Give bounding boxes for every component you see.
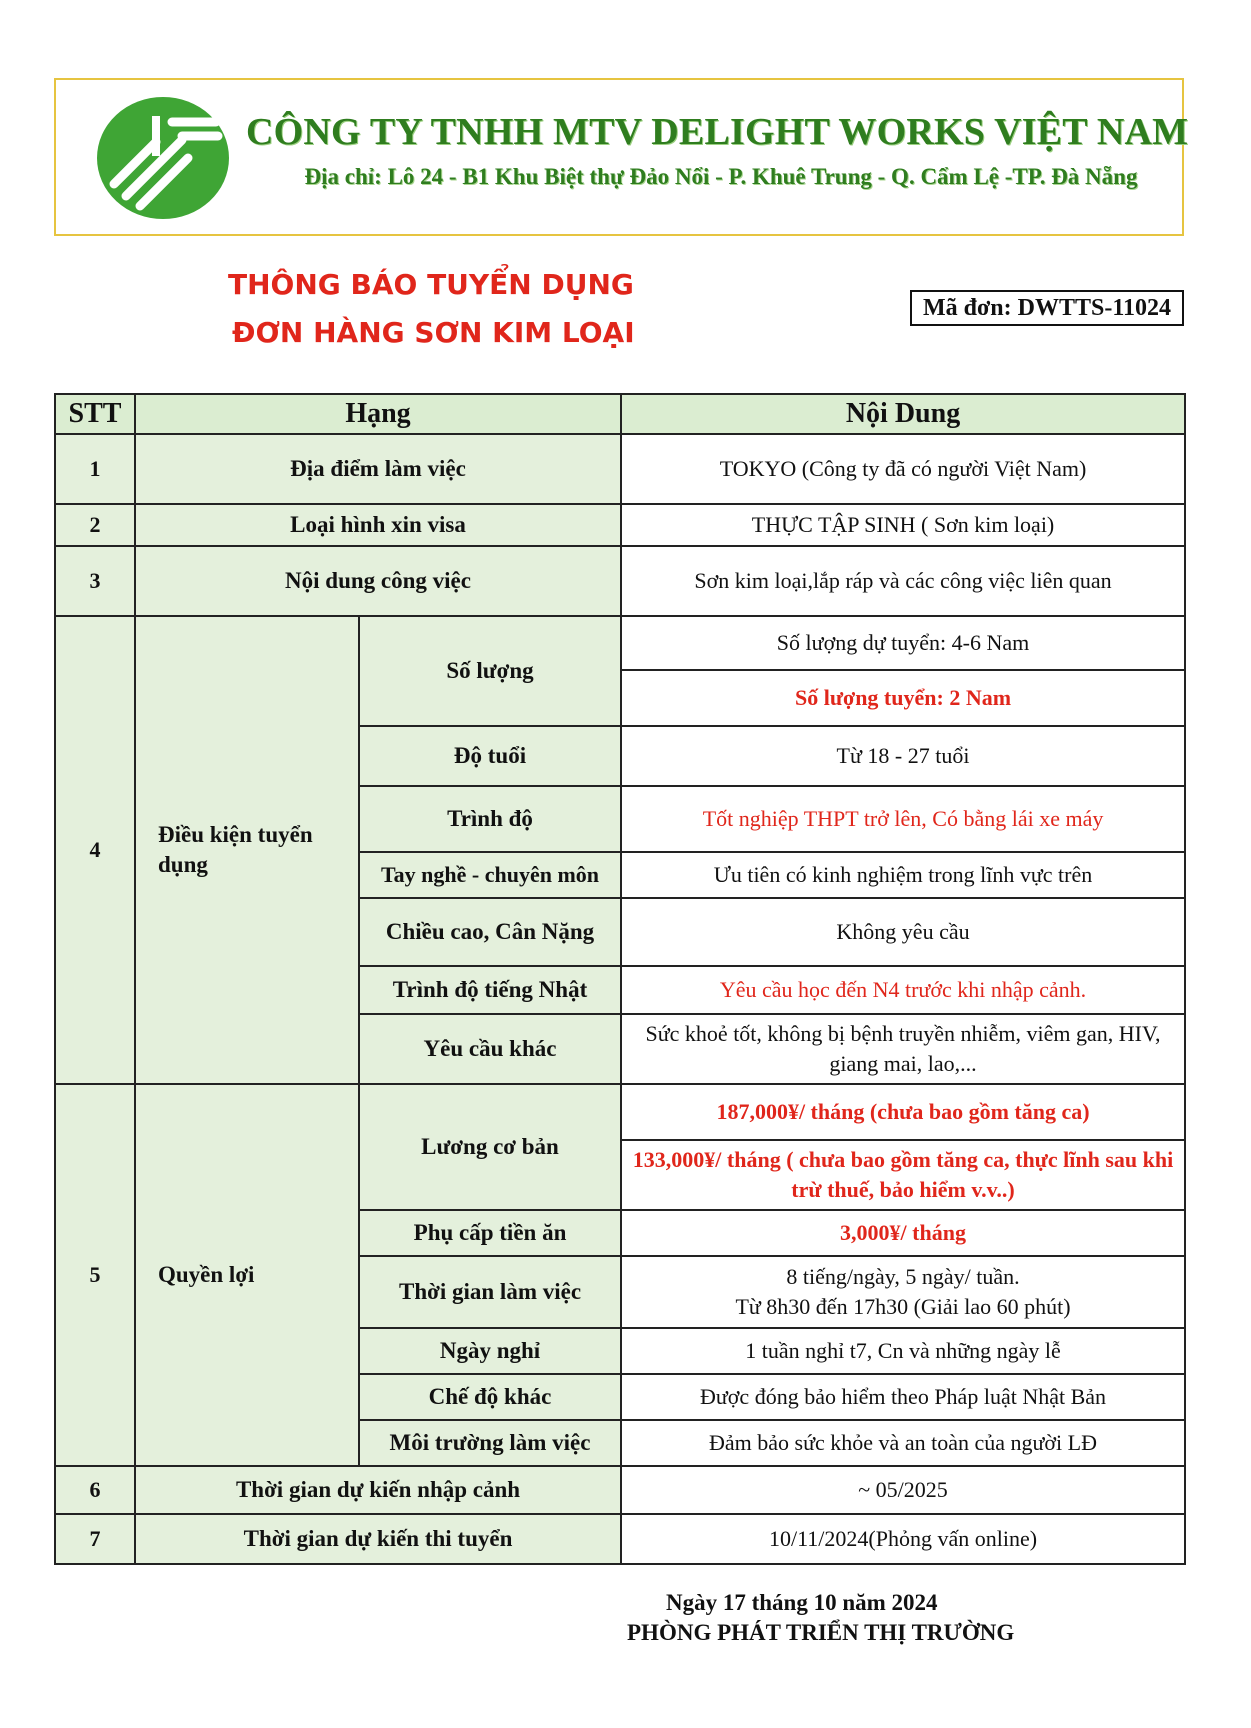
company-logo-icon	[96, 96, 230, 220]
work-time-line: Từ 8h30 đến 17h30 (Giải lao 60 phút)	[735, 1294, 1071, 1319]
row-number: 7	[55, 1514, 135, 1564]
company-address: Địa chỉ: Lô 24 - B1 Khu Biệt thự Đảo Nổi - P. Khuê Trung - Q. Cẩm Lệ -TP. Đà Nẵng	[304, 164, 1138, 189]
row-number: 1	[55, 434, 135, 504]
sub-value: Số lượng dự tuyển: 4-6 Nam	[621, 616, 1185, 670]
row-number: 3	[55, 546, 135, 616]
header-noi-dung: Nội Dung	[621, 394, 1185, 434]
group-label: Điều kiện tuyển dụng	[135, 616, 359, 1084]
table-header-row	[55, 394, 1185, 434]
table-row	[55, 546, 1185, 616]
recruitment-table	[54, 393, 1184, 1565]
sub-value: Yêu cầu học đến N4 trước khi nhập cảnh.	[621, 966, 1185, 1014]
sub-label: Số lượng	[359, 616, 621, 726]
company-header	[54, 78, 1189, 236]
sub-value: Số lượng tuyển: 2 Nam	[621, 670, 1185, 726]
company-name: CÔNG TY TNHH MTV DELIGHT WORKS VIỆT NAM	[246, 111, 1189, 153]
sub-value: Ưu tiên có kinh nghiệm trong lĩnh vực trên	[621, 852, 1185, 898]
table-row	[55, 434, 1185, 504]
sub-label: Chế độ khác	[359, 1374, 621, 1420]
work-hours-line: 8 tiếng/ngày, 5 ngày/ tuần.	[786, 1264, 1020, 1289]
sub-label: Ngày nghỉ	[359, 1328, 621, 1374]
sub-label: Trình độ	[359, 786, 621, 852]
table-row	[55, 1466, 1185, 1514]
sub-value: Từ 18 - 27 tuổi	[621, 726, 1185, 786]
row-number: 4	[55, 616, 135, 1084]
row-value: THỰC TẬP SINH ( Sơn kim loại)	[621, 504, 1185, 546]
sub-value: Sức khoẻ tốt, không bị bệnh truyền nhiễm, viêm gan, HIV, giang mai, lao,...	[621, 1014, 1185, 1084]
sub-label: Yêu cầu khác	[359, 1014, 621, 1084]
sub-value: Được đóng bảo hiểm theo Pháp luật Nhật Bản	[621, 1374, 1185, 1420]
sub-label: Tay nghề - chuyên môn	[359, 852, 621, 898]
sub-label: Độ tuổi	[359, 726, 621, 786]
row-value: Sơn kim loại,lắp ráp và các công việc liên quan	[621, 546, 1185, 616]
sub-value: Không yêu cầu	[621, 898, 1185, 966]
order-title: ĐƠN HÀNG SƠN KIM LOẠI	[232, 316, 635, 349]
header-stt: STT	[55, 394, 135, 434]
row-label: Thời gian dự kiến nhập cảnh	[135, 1466, 621, 1514]
sub-value: Tốt nghiệp THPT trở lên, Có bằng lái xe máy	[621, 786, 1185, 852]
department-name: PHÒNG PHÁT TRIỂN THỊ TRƯỜNG	[627, 1620, 1015, 1645]
sub-value	[621, 1256, 1185, 1328]
row-value: 10/11/2024(Phỏng vấn online)	[621, 1514, 1185, 1564]
sub-value: Đảm bảo sức khỏe và an toàn của người LĐ	[621, 1420, 1185, 1466]
row-label: Nội dung công việc	[135, 546, 621, 616]
row-label: Thời gian dự kiến thi tuyển	[135, 1514, 621, 1564]
sub-value: 187,000¥/ tháng (chưa bao gồm tăng ca)	[621, 1084, 1185, 1140]
sub-value: 3,000¥/ tháng	[621, 1210, 1185, 1256]
row-number: 6	[55, 1466, 135, 1514]
notice-title: THÔNG BÁO TUYỂN DỤNG	[228, 268, 634, 301]
sub-value: 1 tuần nghỉ t7, Cn và những ngày lễ	[621, 1328, 1185, 1374]
issue-date: Ngày 17 tháng 10 năm 2024	[666, 1590, 938, 1615]
row-number: 5	[55, 1084, 135, 1466]
table-row	[55, 1514, 1185, 1564]
sub-label: Chiều cao, Cân Nặng	[359, 898, 621, 966]
row-label: Loại hình xin visa	[135, 504, 621, 546]
table-row	[55, 616, 1185, 670]
table-row	[55, 504, 1185, 546]
group-label: Quyền lợi	[135, 1084, 359, 1466]
row-number: 2	[55, 504, 135, 546]
sub-label: Lương cơ bản	[359, 1084, 621, 1210]
row-value: TOKYO (Công ty đã có người Việt Nam)	[621, 434, 1185, 504]
row-label: Địa điểm làm việc	[135, 434, 621, 504]
header-hang: Hạng	[135, 394, 621, 434]
sub-label: Môi trường làm việc	[359, 1420, 621, 1466]
order-code-box: Mã đơn: DWTTS-11024	[910, 290, 1184, 326]
sub-label: Trình độ tiếng Nhật	[359, 966, 621, 1014]
sub-value: 133,000¥/ tháng ( chưa bao gồm tăng ca, thực lĩnh sau khi trừ thuế, bảo hiểm v.v..)	[621, 1140, 1185, 1210]
sub-label: Phụ cấp tiền ăn	[359, 1210, 621, 1256]
table-row	[55, 1084, 1185, 1140]
row-value: ~ 05/2025	[621, 1466, 1185, 1514]
sub-label: Thời gian làm việc	[359, 1256, 621, 1328]
